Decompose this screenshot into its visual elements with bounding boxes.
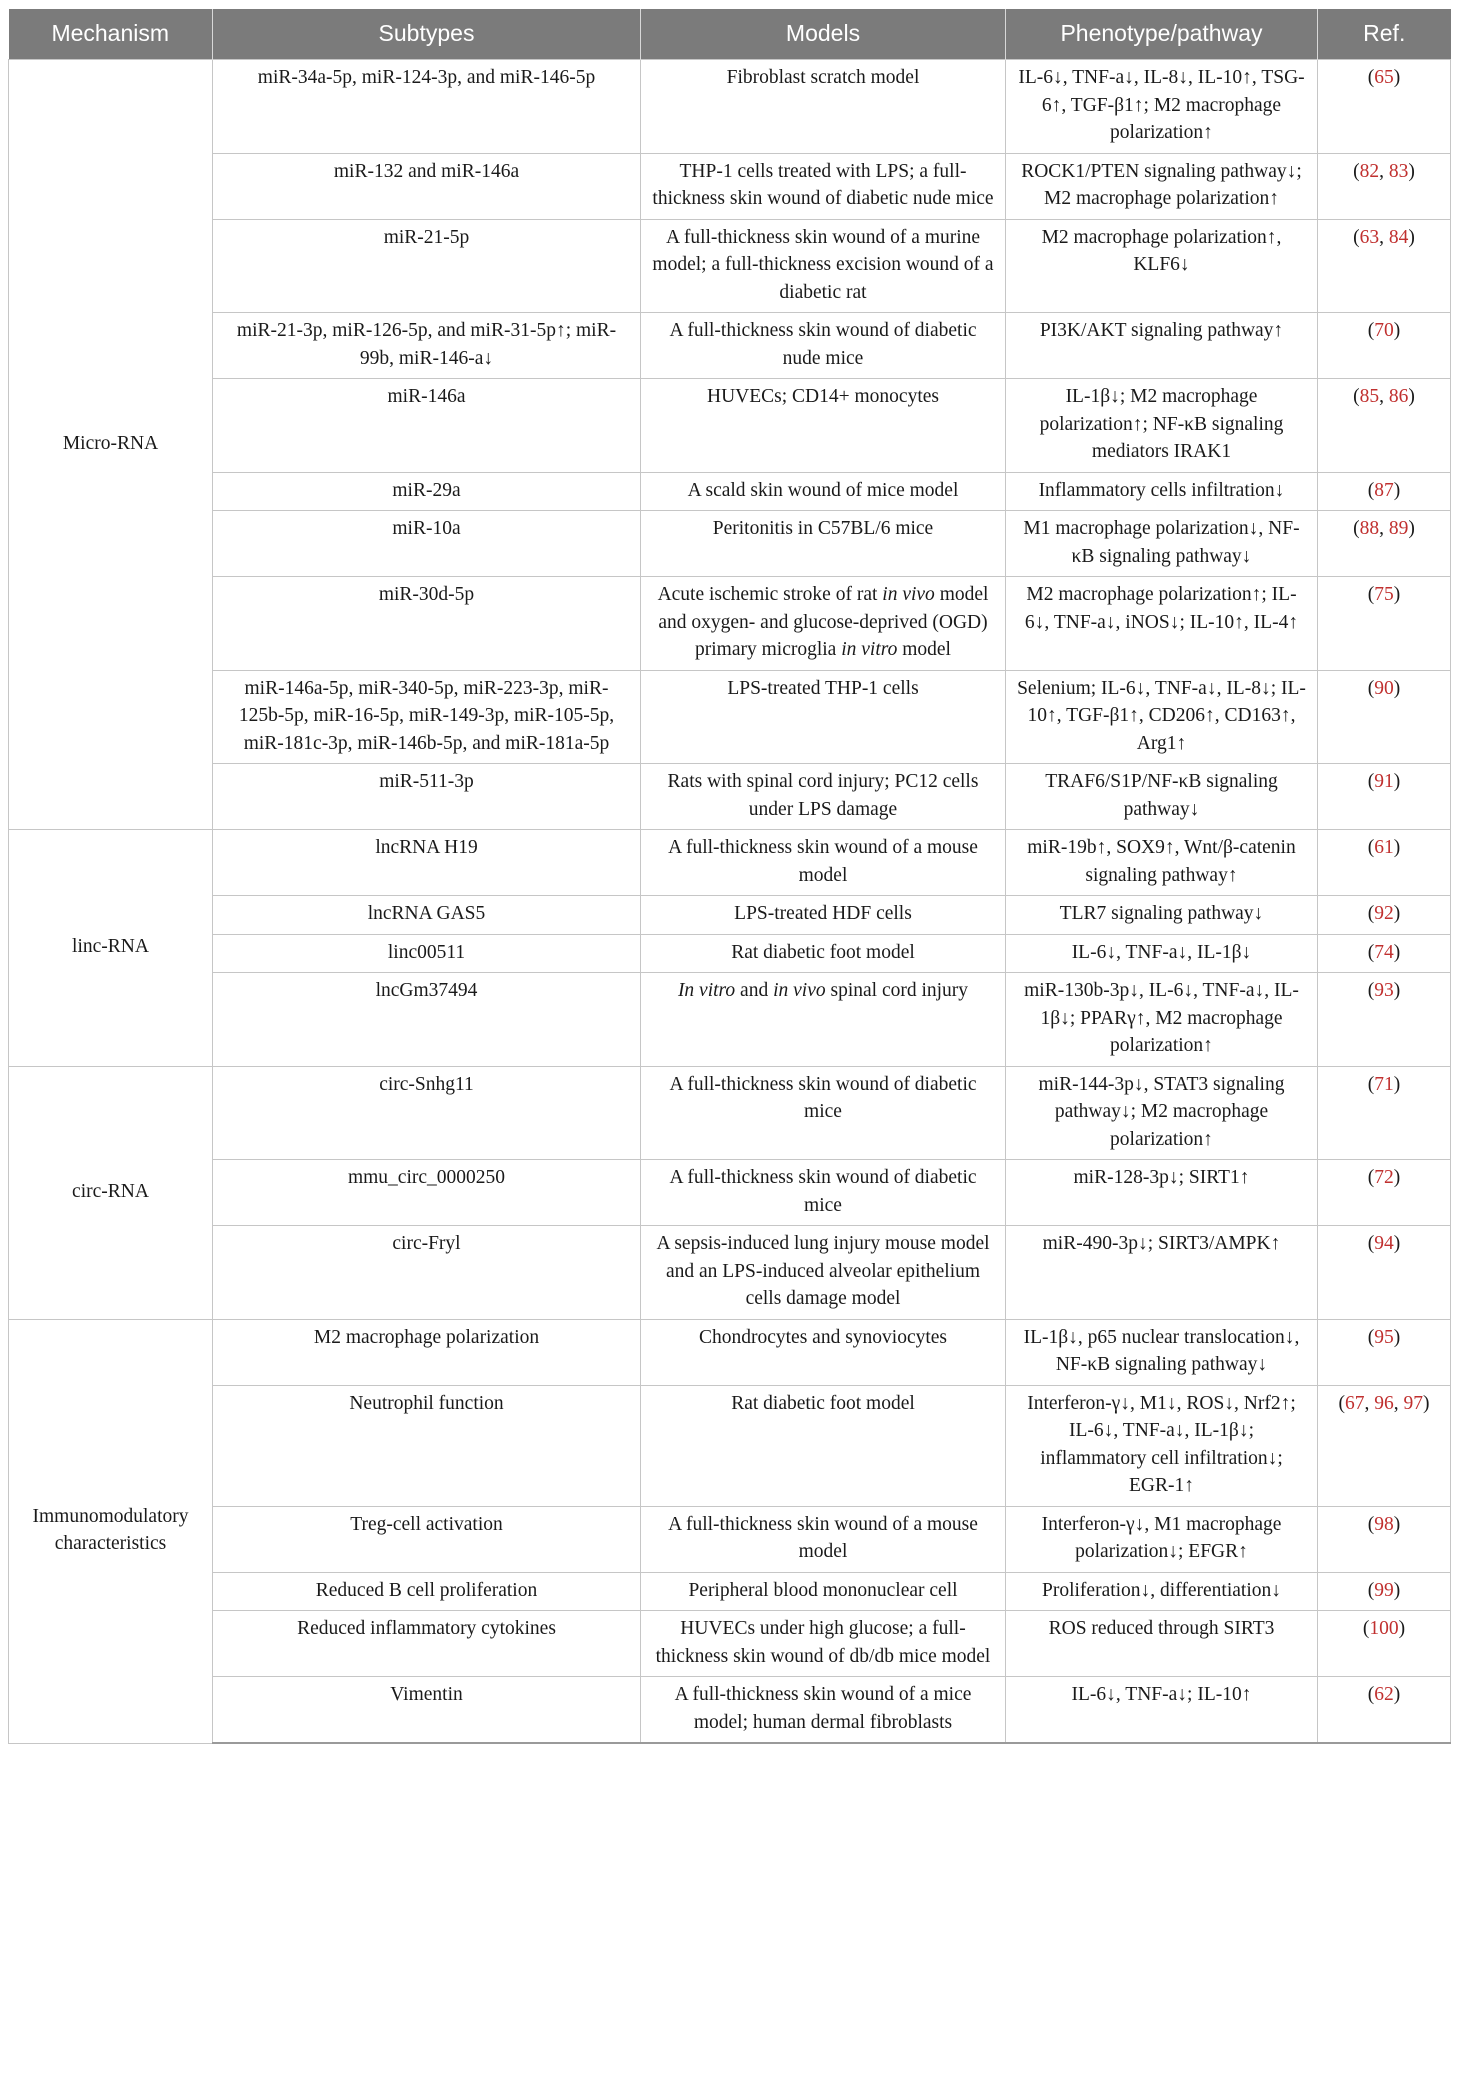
header-mechanism: Mechanism (9, 9, 213, 60)
table-row (9, 1226, 1451, 1320)
subtype-cell: lncRNA GAS5 (213, 896, 641, 935)
table-row (9, 1385, 1451, 1506)
ref-cell: (94) (1318, 1226, 1451, 1320)
text-span: and (735, 980, 774, 1001)
ref-link[interactable]: 70 (1374, 320, 1394, 341)
ref-cell: (71) (1318, 1066, 1451, 1160)
table-row (9, 1319, 1451, 1385)
phenotype-cell: Selenium; IL-6↓, TNF-a↓, IL-8↓; IL-10↑, TGF-β1↑, CD206↑, CD163↑, Arg1↑ (1006, 670, 1318, 764)
subtype-cell: miR-29a (213, 472, 641, 511)
ref-cell: (95) (1318, 1319, 1451, 1385)
phenotype-cell: TRAF6/S1P/NF-κB signaling pathway↓ (1006, 764, 1318, 830)
ref-cell: (67, 96, 97) (1318, 1385, 1451, 1506)
ref-cell: (91) (1318, 764, 1451, 830)
ref-cell: (85, 86) (1318, 379, 1451, 473)
phenotype-cell: ROS reduced through SIRT3 (1006, 1611, 1318, 1677)
ref-link[interactable]: 93 (1374, 980, 1394, 1001)
ref-link[interactable]: 62 (1374, 1684, 1394, 1705)
phenotype-cell: Proliferation↓, differentiation↓ (1006, 1572, 1318, 1611)
ref-cell: (74) (1318, 934, 1451, 973)
subtype-cell: mmu_circ_0000250 (213, 1160, 641, 1226)
ref-link[interactable]: 89 (1388, 518, 1409, 539)
header-row (9, 9, 1451, 60)
table-row (9, 1572, 1451, 1611)
model-cell: HUVECs; CD14+ monocytes (641, 379, 1006, 473)
phenotype-cell: IL-1β↓; M2 macrophage polarization↑; NF-κB signaling mediators IRAK1 (1006, 379, 1318, 473)
subtype-cell: miR-146a (213, 379, 641, 473)
subtype-cell: circ-Snhg11 (213, 1066, 641, 1160)
subtype-cell: miR-511-3p (213, 764, 641, 830)
ref-cell: (82, 83) (1318, 153, 1451, 219)
subtype-cell: Vimentin (213, 1677, 641, 1744)
data-table-container (8, 9, 1450, 1744)
ref-link[interactable]: 94 (1374, 1233, 1394, 1254)
ref-link[interactable]: 85 (1359, 386, 1380, 407)
mechanism-cell: Micro-RNA (9, 60, 213, 830)
table-row (9, 764, 1451, 830)
mechanism-cell: circ-RNA (9, 1066, 213, 1319)
ref-link[interactable]: 61 (1374, 837, 1394, 858)
ref-link[interactable]: 83 (1388, 160, 1409, 182)
model-cell: A full-thickness skin wound of a mice model; human dermal fibroblasts (641, 1677, 1006, 1744)
ref-link[interactable]: 86 (1388, 386, 1409, 407)
phenotype-cell: ROCK1/PTEN signaling pathway↓; M2 macrophage polarization↑ (1006, 153, 1318, 219)
model-cell: HUVECs under high glucose; a full-thickness skin wound of db/db mice model (641, 1611, 1006, 1677)
ref-cell: (72) (1318, 1160, 1451, 1226)
phenotype-cell: IL-6↓, TNF-a↓, IL-1β↓ (1006, 934, 1318, 973)
phenotype-cell: Interferon-γ↓, M1↓, ROS↓, Nrf2↑; IL-6↓, TNF-a↓, IL-1β↓; inflammatory cell infiltration↓; EGR-1↑ (1006, 1385, 1318, 1506)
phenotype-cell: PI3K/AKT signaling pathway↑ (1006, 313, 1318, 379)
subtype-cell: Neutrophil function (213, 1385, 641, 1506)
phenotype-cell: IL-1β↓, p65 nuclear translocation↓, NF-κB signaling pathway↓ (1006, 1319, 1318, 1385)
subtype-cell: miR-21-5p (213, 219, 641, 313)
table-row (9, 1677, 1451, 1744)
table-row (9, 577, 1451, 671)
subtype-cell: M2 macrophage polarization (213, 1319, 641, 1385)
model-cell: THP-1 cells treated with LPS; a full-thickness skin wound of diabetic nude mice (641, 153, 1006, 219)
phenotype-cell: M2 macrophage polarization↑, KLF6↓ (1006, 219, 1318, 313)
model-cell: A full-thickness skin wound of diabetic nude mice (641, 313, 1006, 379)
table-row (9, 472, 1451, 511)
ref-link[interactable]: 74 (1374, 941, 1394, 963)
table-header (9, 9, 1451, 60)
model-cell: Fibroblast scratch model (641, 60, 1006, 154)
ref-link[interactable]: 95 (1374, 1326, 1394, 1348)
phenotype-cell: M1 macrophage polarization↓, NF-κB signaling pathway↓ (1006, 511, 1318, 577)
model-cell: A scald skin wound of mice model (641, 472, 1006, 511)
subtype-cell: Reduced B cell proliferation (213, 1572, 641, 1611)
subtype-cell: lncGm37494 (213, 973, 641, 1067)
italic-text: in vitro (841, 639, 898, 660)
model-cell: Rat diabetic foot model (641, 934, 1006, 973)
text-span: model and oxygen- and glucose-deprived (OGD) primary microglia (658, 584, 989, 660)
italic-text: in vivo (773, 980, 826, 1001)
text-span: spinal cord injury (825, 980, 969, 1001)
ref-link[interactable]: 90 (1374, 677, 1394, 699)
model-cell (641, 577, 1006, 671)
table-row (9, 1160, 1451, 1226)
phenotype-cell: miR-19b↑, SOX9↑, Wnt/β-catenin signaling pathway↑ (1006, 830, 1318, 896)
table-row (9, 1611, 1451, 1677)
ref-link[interactable]: 65 (1374, 67, 1394, 88)
ref-link[interactable]: 72 (1374, 1167, 1394, 1188)
ref-link[interactable]: 67 (1345, 1392, 1365, 1414)
ref-link[interactable]: 88 (1359, 518, 1380, 539)
ref-cell: (63, 84) (1318, 219, 1451, 313)
phenotype-cell: TLR7 signaling pathway↓ (1006, 896, 1318, 935)
model-cell: A full-thickness skin wound of diabetic mice (641, 1160, 1006, 1226)
ref-link[interactable]: 91 (1374, 771, 1394, 792)
mechanism-cell: Immunomodulatory characteristics (9, 1319, 213, 1743)
subtype-cell: linc00511 (213, 934, 641, 973)
model-cell: A full-thickness skin wound of a mouse model (641, 830, 1006, 896)
model-cell: LPS-treated HDF cells (641, 896, 1006, 935)
table-row (9, 1066, 1451, 1160)
table-row (9, 896, 1451, 935)
header-models: Models (641, 9, 1006, 60)
italic-text: in vivo (882, 584, 935, 605)
ref-link[interactable]: 63 (1359, 226, 1380, 248)
phenotype-cell: M2 macrophage polarization↑; IL-6↓, TNF-a↓, iNOS↓; IL-10↑, IL-4↑ (1006, 577, 1318, 671)
ref-cell: (93) (1318, 973, 1451, 1067)
table-row (9, 60, 1451, 154)
table-body (9, 60, 1451, 1744)
ref-link[interactable]: 84 (1388, 226, 1409, 248)
ref-link[interactable]: 71 (1374, 1073, 1394, 1095)
ref-cell: (88, 89) (1318, 511, 1451, 577)
ref-link[interactable]: 92 (1374, 903, 1394, 924)
model-cell: A full-thickness skin wound of a murine model; a full-thickness excision wound of a diabetic rat (641, 219, 1006, 313)
mechanism-table (8, 9, 1451, 1744)
subtype-cell: Reduced inflammatory cytokines (213, 1611, 641, 1677)
model-cell: Peripheral blood mononuclear cell (641, 1572, 1006, 1611)
table-row (9, 1506, 1451, 1572)
ref-cell: (87) (1318, 472, 1451, 511)
ref-cell: (100) (1318, 1611, 1451, 1677)
phenotype-cell: IL-6↓, TNF-a↓; IL-10↑ (1006, 1677, 1318, 1744)
ref-cell: (98) (1318, 1506, 1451, 1572)
phenotype-cell: Inflammatory cells infiltration↓ (1006, 472, 1318, 511)
model-cell: Rats with spinal cord injury; PC12 cells under LPS damage (641, 764, 1006, 830)
ref-cell: (61) (1318, 830, 1451, 896)
model-cell: A full-thickness skin wound of diabetic mice (641, 1066, 1006, 1160)
subtype-cell: miR-10a (213, 511, 641, 577)
model-cell (641, 973, 1006, 1067)
phenotype-cell: miR-130b-3p↓, IL-6↓, TNF-a↓, IL-1β↓; PPARγ↑, M2 macrophage polarization↑ (1006, 973, 1318, 1067)
subtype-cell: miR-34a-5p, miR-124-3p, and miR-146-5p (213, 60, 641, 154)
phenotype-cell: miR-490-3p↓; SIRT3/AMPK↑ (1006, 1226, 1318, 1320)
model-cell: A sepsis-induced lung injury mouse model and an LPS-induced alveolar epithelium cells damage model (641, 1226, 1006, 1320)
ref-link[interactable]: 82 (1359, 160, 1380, 182)
model-cell: A full-thickness skin wound of a mouse model (641, 1506, 1006, 1572)
table-row (9, 670, 1451, 764)
ref-link[interactable]: 99 (1374, 1579, 1394, 1601)
header-phenotype: Phenotype/pathway (1006, 9, 1318, 60)
subtype-cell: miR-21-3p, miR-126-5p, and miR-31-5p↑; miR-99b, miR-146-a↓ (213, 313, 641, 379)
table-row (9, 219, 1451, 313)
subtype-cell: miR-146a-5p, miR-340-5p, miR-223-3p, miR-125b-5p, miR-16-5p, miR-149-3p, miR-105-5p, miR-181c-3p, miR-146b-5p, and miR-181a-5p (213, 670, 641, 764)
mechanism-cell: linc-RNA (9, 830, 213, 1067)
model-cell: Chondrocytes and synoviocytes (641, 1319, 1006, 1385)
model-cell: Peritonitis in C57BL/6 mice (641, 511, 1006, 577)
table-row (9, 511, 1451, 577)
ref-link[interactable]: 97 (1403, 1392, 1423, 1414)
ref-cell: (99) (1318, 1572, 1451, 1611)
ref-cell: (75) (1318, 577, 1451, 671)
model-cell: Rat diabetic foot model (641, 1385, 1006, 1506)
phenotype-cell: miR-144-3p↓, STAT3 signaling pathway↓; M2 macrophage polarization↑ (1006, 1066, 1318, 1160)
ref-cell: (62) (1318, 1677, 1451, 1744)
subtype-cell: miR-132 and miR-146a (213, 153, 641, 219)
ref-link[interactable]: 75 (1374, 584, 1394, 605)
table-row (9, 830, 1451, 896)
subtype-cell: lncRNA H19 (213, 830, 641, 896)
ref-link[interactable]: 98 (1374, 1513, 1394, 1535)
table-row (9, 973, 1451, 1067)
model-cell: LPS-treated THP-1 cells (641, 670, 1006, 764)
header-subtypes: Subtypes (213, 9, 641, 60)
ref-cell: (65) (1318, 60, 1451, 154)
text-span: model (897, 639, 951, 660)
ref-link[interactable]: 100 (1369, 1618, 1399, 1639)
ref-cell: (70) (1318, 313, 1451, 379)
ref-link[interactable]: 87 (1374, 479, 1394, 501)
phenotype-cell: IL-6↓, TNF-a↓, IL-8↓, IL-10↑, TSG-6↑, TGF-β1↑; M2 macrophage polarization↑ (1006, 60, 1318, 154)
text-span: Acute ischemic stroke of rat (657, 584, 883, 605)
table-row (9, 313, 1451, 379)
italic-text: In vitro (677, 980, 736, 1001)
phenotype-cell: Interferon-γ↓, M1 macrophage polarization↓; EFGR↑ (1006, 1506, 1318, 1572)
subtype-cell: miR-30d-5p (213, 577, 641, 671)
table-row (9, 934, 1451, 973)
subtype-cell: Treg-cell activation (213, 1506, 641, 1572)
table-row (9, 379, 1451, 473)
header-ref: Ref. (1318, 9, 1451, 60)
phenotype-cell: miR-128-3p↓; SIRT1↑ (1006, 1160, 1318, 1226)
ref-link[interactable]: 96 (1374, 1392, 1394, 1414)
ref-cell: (92) (1318, 896, 1451, 935)
subtype-cell: circ-Fryl (213, 1226, 641, 1320)
table-row (9, 153, 1451, 219)
ref-cell: (90) (1318, 670, 1451, 764)
